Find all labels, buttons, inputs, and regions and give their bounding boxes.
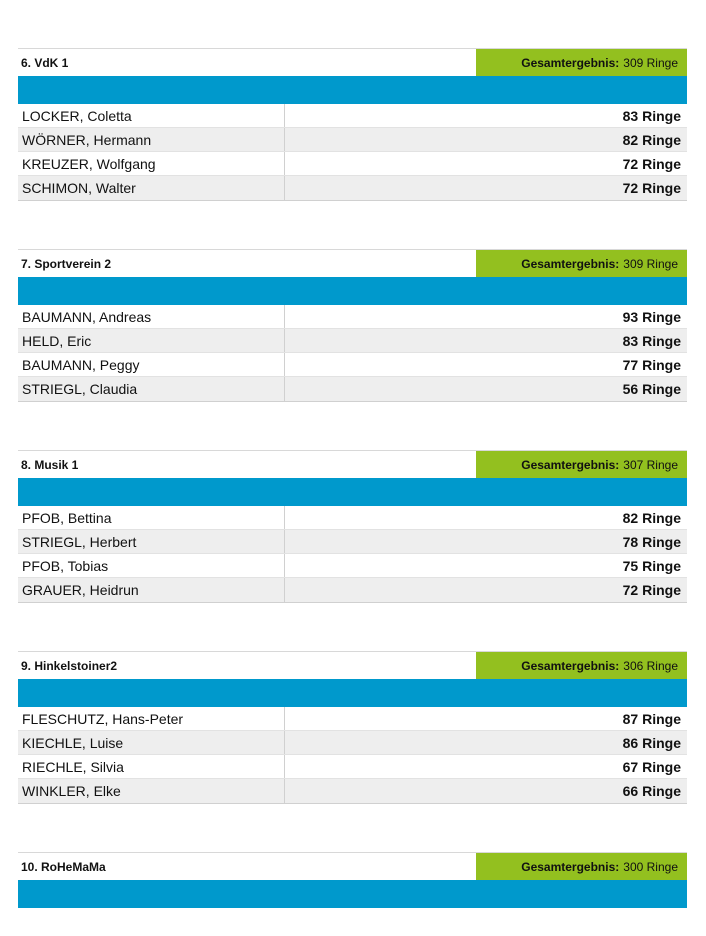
team-block bbox=[18, 249, 687, 402]
team-header bbox=[18, 249, 687, 277]
member-name: PFOB, Tobias bbox=[18, 554, 285, 577]
table-header-bar bbox=[18, 880, 687, 908]
team-total bbox=[476, 250, 687, 277]
team-block bbox=[18, 852, 687, 908]
team-name: 7. Sportverein 2 bbox=[21, 256, 112, 271]
team-block bbox=[18, 48, 687, 201]
member-name: HELD, Eric bbox=[18, 329, 285, 352]
member-name: WINKLER, Elke bbox=[18, 779, 285, 803]
table-row bbox=[18, 377, 687, 401]
member-name: SCHIMON, Walter bbox=[18, 176, 285, 200]
member-score: 72 Ringe bbox=[622, 155, 681, 172]
team-total bbox=[476, 652, 687, 679]
total-value: 307 Ringe bbox=[623, 457, 678, 472]
member-name: WÖRNER, Hermann bbox=[18, 128, 285, 151]
member-score: 56 Ringe bbox=[622, 381, 681, 397]
member-score: 78 Ringe bbox=[622, 533, 681, 550]
total-value: 309 Ringe bbox=[623, 55, 678, 70]
member-score: 66 Ringe bbox=[622, 783, 681, 799]
member-score: 83 Ringe bbox=[622, 332, 681, 349]
team-name: 10. RoHeMaMa bbox=[21, 859, 106, 874]
table-header-bar bbox=[18, 679, 687, 707]
team-name: 9. Hinkelstoiner2 bbox=[21, 658, 118, 673]
total-label: Gesamtergebnis: bbox=[521, 256, 620, 271]
table-row bbox=[18, 779, 687, 803]
member-name: STRIEGL, Claudia bbox=[18, 377, 285, 401]
member-score: 75 Ringe bbox=[622, 557, 681, 574]
table-row bbox=[18, 128, 687, 152]
member-name: FLESCHUTZ, Hans-Peter bbox=[18, 707, 285, 730]
team-block bbox=[18, 450, 687, 603]
total-value: 306 Ringe bbox=[623, 658, 678, 673]
table-header-bar bbox=[18, 478, 687, 506]
member-score: 67 Ringe bbox=[622, 758, 681, 775]
member-name: BAUMANN, Andreas bbox=[18, 305, 285, 328]
member-score: 77 Ringe bbox=[622, 356, 681, 373]
member-score: 82 Ringe bbox=[622, 131, 681, 148]
total-label: Gesamtergebnis: bbox=[521, 55, 620, 70]
team-block bbox=[18, 651, 687, 804]
table-row bbox=[18, 305, 687, 329]
member-list bbox=[18, 506, 687, 603]
team-header bbox=[18, 48, 687, 76]
table-header-bar bbox=[18, 277, 687, 305]
team-total bbox=[476, 853, 687, 880]
member-name: LOCKER, Coletta bbox=[18, 104, 285, 127]
total-value: 300 Ringe bbox=[623, 859, 678, 874]
table-row bbox=[18, 104, 687, 128]
team-header bbox=[18, 852, 687, 880]
team-name: 8. Musik 1 bbox=[21, 457, 79, 472]
member-score: 82 Ringe bbox=[622, 509, 681, 526]
table-header-bar bbox=[18, 76, 687, 104]
member-score: 72 Ringe bbox=[622, 582, 681, 598]
table-row bbox=[18, 755, 687, 779]
team-header bbox=[18, 651, 687, 679]
member-name: PFOB, Bettina bbox=[18, 506, 285, 529]
table-row bbox=[18, 530, 687, 554]
table-row bbox=[18, 578, 687, 602]
table-row bbox=[18, 329, 687, 353]
member-name: KREUZER, Wolfgang bbox=[18, 152, 285, 175]
member-name: STRIEGL, Herbert bbox=[18, 530, 285, 553]
member-list bbox=[18, 707, 687, 804]
table-row bbox=[18, 506, 687, 530]
member-score: 87 Ringe bbox=[622, 710, 681, 727]
member-list bbox=[18, 104, 687, 201]
table-row bbox=[18, 152, 687, 176]
total-label: Gesamtergebnis: bbox=[521, 658, 620, 673]
member-score: 93 Ringe bbox=[622, 308, 681, 325]
team-name: 6. VdK 1 bbox=[21, 55, 69, 70]
member-list bbox=[18, 305, 687, 402]
total-label: Gesamtergebnis: bbox=[521, 457, 620, 472]
member-name: KIECHLE, Luise bbox=[18, 731, 285, 754]
member-name: BAUMANN, Peggy bbox=[18, 353, 285, 376]
table-row bbox=[18, 731, 687, 755]
team-total bbox=[476, 451, 687, 478]
table-row bbox=[18, 554, 687, 578]
total-value: 309 Ringe bbox=[623, 256, 678, 271]
member-score: 86 Ringe bbox=[622, 734, 681, 751]
member-score: 83 Ringe bbox=[622, 107, 681, 124]
team-header bbox=[18, 450, 687, 478]
team-total bbox=[476, 49, 687, 76]
total-label: Gesamtergebnis: bbox=[521, 859, 620, 874]
member-score: 72 Ringe bbox=[622, 180, 681, 196]
table-row bbox=[18, 353, 687, 377]
member-name: GRAUER, Heidrun bbox=[18, 578, 285, 602]
table-row bbox=[18, 176, 687, 200]
table-row bbox=[18, 707, 687, 731]
member-name: RIECHLE, Silvia bbox=[18, 755, 285, 778]
